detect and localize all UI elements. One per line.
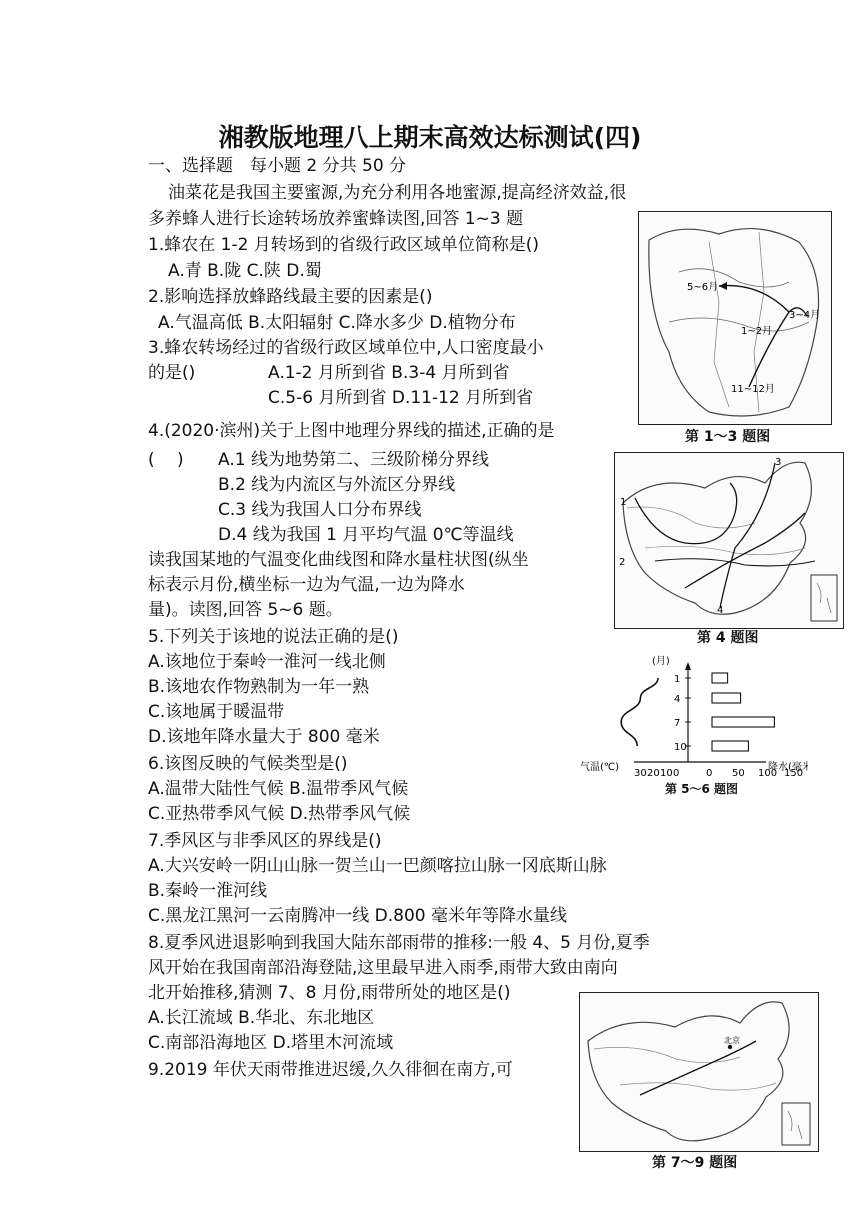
question-3-options-2: C.5-6 月所到省 D.11-12 月所到省 — [268, 388, 534, 408]
temperature-tick-label: 20 — [647, 768, 660, 779]
temperature-tick-label: 30 — [634, 768, 647, 779]
question-8-options-cd: C.南部沿海地区 D.塔里木河流域 — [148, 1033, 394, 1053]
route-label-3-4: 3~4月 — [789, 310, 821, 321]
intro-line-2: 多养蜂人进行长途转场放养蜜蜂读图,回答 1~3 题 — [148, 209, 524, 229]
question-3-cont: 的是() — [148, 363, 196, 383]
figure-2-boundary-map — [614, 452, 844, 629]
precipitation-tick-label: 100 — [758, 768, 778, 779]
question-3-options-1: A.1-2 月所到省 B.3-4 月所到省 — [268, 363, 510, 383]
temperature-curve — [621, 678, 658, 746]
question-6-options-ab: A.温带大陆性气候 B.温带季风气候 — [148, 779, 409, 799]
figure-2-caption: 第 4 题图 — [697, 630, 759, 646]
rainbelt-map-graphic — [580, 993, 818, 1151]
route-label-11-12: 11~12月 — [731, 384, 775, 395]
question-3: 3.蜂农转场经过的省级行政区域单位中,人口密度最小 — [148, 338, 544, 358]
question-4-option-b: B.2 线为内流区与外流区分界线 — [218, 475, 456, 495]
precipitation-bar — [712, 717, 774, 727]
section-heading: 一、选择题 每小题 2 分共 50 分 — [148, 156, 407, 176]
question-4-option-c: C.3 线为我国人口分布界线 — [218, 500, 422, 520]
question-7-options-cd: C.黑龙江黑河一云南腾冲一线 D.800 毫米年等降水量线 — [148, 906, 568, 926]
question-5-option-b: B.该地农作物熟制为一年一熟 — [148, 677, 370, 697]
boundary-line-label-3: 3 — [775, 457, 782, 468]
temperature-tick-label: 10 — [660, 768, 673, 779]
reading-line-2: 标表示月份,横坐标一边为气温,一边为降水 — [148, 575, 465, 595]
month-axis-label: (月) — [652, 656, 670, 667]
question-2: 2.影响选择放蜂路线最主要的因素是() — [148, 287, 433, 307]
question-5-option-d: D.该地年降水量大于 800 毫米 — [148, 727, 380, 747]
route-map-graphic — [639, 212, 831, 424]
intro-line-1: 油菜花是我国主要蜜源,为充分利用各地蜜源,提高经济效益,很 — [168, 183, 627, 203]
figure-1-route-map — [638, 211, 832, 425]
question-4-option-a: A.1 线为地势第二、三级阶梯分界线 — [218, 450, 489, 470]
city-label-beijing: 北京 — [724, 1036, 740, 1045]
question-6-options-cd: C.亚热带季风气候 D.热带季风气候 — [148, 804, 411, 824]
figure-3-caption: 第 5～6 题图 — [665, 782, 739, 796]
precipitation-bar — [712, 693, 741, 703]
question-1-options: A.青 B.陇 C.陕 D.蜀 — [168, 261, 322, 281]
route-label-5-6: 5~6月 — [687, 282, 719, 293]
question-9: 9.2019 年伏天雨带推进迟缓,久久徘徊在南方,可 — [148, 1060, 513, 1080]
figure-4-caption: 第 7～9 题图 — [652, 1155, 738, 1171]
precipitation-tick-label: 150 — [784, 768, 804, 779]
question-5-option-a: A.该地位于秦岭一淮河一线北侧 — [148, 652, 386, 672]
reading-line-1: 读我国某地的气温变化曲线图和降水量柱状图(纵坐 — [148, 550, 529, 570]
question-8-line-1: 8.夏季风进退影响到我国大陆东部雨带的推移:一般 4、5 月份,夏季 — [148, 933, 650, 953]
boundary-line-label-1: 1 — [620, 497, 627, 508]
question-8-line-2: 风开始在我国南部沿海登陆,这里最早进入雨季,雨带大致由南向 — [148, 958, 618, 978]
boundary-line-label-2: 2 — [619, 557, 626, 568]
temperature-axis-label: 气温(℃) — [580, 762, 620, 773]
question-4-bracket: ( ) — [148, 450, 184, 470]
question-4: 4.(2020·滨州)关于上图中地理分界线的描述,正确的是 — [148, 421, 555, 441]
precipitation-tick-label: 0 — [706, 768, 713, 779]
question-7-option-b: B.秦岭一淮河线 — [148, 881, 268, 901]
precipitation-bar — [712, 741, 748, 751]
question-5: 5.下列关于该地的说法正确的是() — [148, 627, 399, 647]
climate-chart-graphic — [578, 650, 808, 800]
question-7-option-a: A.大兴安岭一阴山山脉一贺兰山一巴颜喀拉山脉一冈底斯山脉 — [148, 856, 607, 876]
question-2-options: A.气温高低 B.太阳辐射 C.降水多少 D.植物分布 — [158, 313, 516, 333]
month-tick-label: 10 — [674, 742, 687, 753]
figure-3-climate-chart — [578, 650, 808, 800]
question-8-line-3: 北开始推移,猜测 7、8 月份,雨带所处的地区是() — [148, 983, 511, 1003]
precipitation-bar — [712, 673, 728, 683]
figure-1-caption: 第 1～3 题图 — [685, 429, 771, 445]
month-tick-label: 1 — [674, 674, 681, 685]
page-title: 湘教版地理八上期末高效达标测试(四) — [218, 123, 642, 152]
question-6: 6.该图反映的气候类型是() — [148, 754, 348, 774]
question-1: 1.蜂农在 1-2 月转场到的省级行政区域单位简称是() — [148, 235, 540, 255]
temperature-tick-label: 0 — [673, 768, 680, 779]
question-7: 7.季风区与非季风区的界线是() — [148, 831, 382, 851]
month-tick-label: 4 — [674, 694, 681, 705]
question-5-option-c: C.该地属于暖温带 — [148, 702, 285, 722]
question-4-option-d: D.4 线为我国 1 月平均气温 0℃等温线 — [218, 525, 514, 545]
boundary-line-label-4: 4 — [717, 605, 724, 616]
month-axis-arrow — [685, 662, 691, 670]
question-8-options-ab: A.长江流域 B.华北、东北地区 — [148, 1008, 375, 1028]
route-label-1-2: 1~2月 — [741, 326, 773, 337]
reading-line-3: 量)。读图,回答 5~6 题。 — [148, 600, 343, 620]
figure-4-rainbelt-map — [579, 992, 819, 1152]
boundary-map-graphic — [615, 453, 843, 628]
precipitation-axis-label: 降水(毫米 — [768, 762, 808, 773]
month-tick-label: 7 — [674, 718, 681, 729]
precipitation-tick-label: 50 — [732, 768, 745, 779]
